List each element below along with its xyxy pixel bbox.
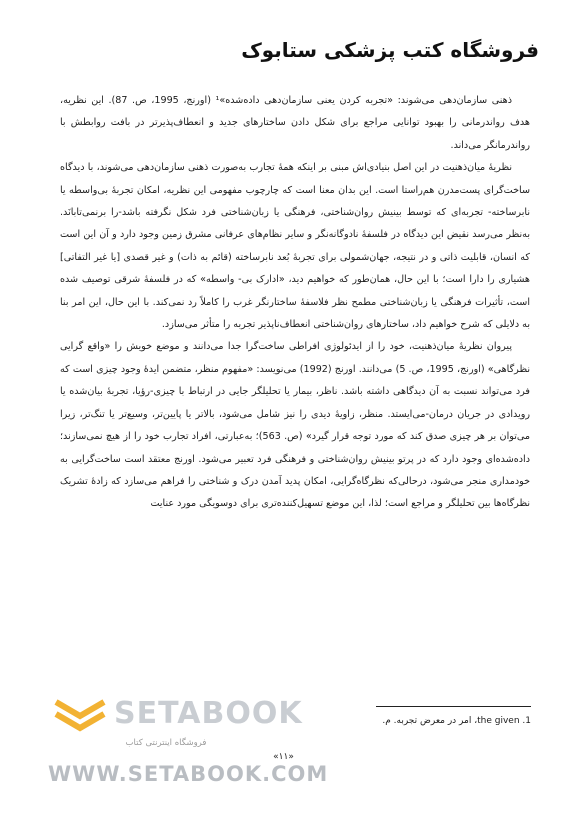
footnote-divider xyxy=(376,706,531,707)
page-number: «۱۱» xyxy=(273,752,294,762)
paragraph: نظریهٔ میان‌ذهنیت در این اصل بنیادی‌اش مبنی بر اینکه همهٔ تجارب به‌صورت ذهنی سازمان‌دهی می‌شوند، با دیدگاه ساخت‌گرای پست‌مدرن هم‌راستا است. این بدان معنا است که چارچوب مفهومی این نظریه، امکان تجربهٔ بی‌واسطه یا نابرساخته- تجربه‌ای که توسط بینیش روان‌شناختی، فرهنگی یا زبان‌شناختی فرد شکل نگرفته باشد-را برنمی‌تابانَد. به‌نظر می‌رسد نقیض این دیدگاه در فلسفهٔ نادوگانه‌نگر و سایر نظام‌های عرفانی مشرق زمین وجود دارد و آن این است که انسان، قابلیت ذاتی و در نتیجه، جهان‌شمولی برای تجربهٔ بُعد نابرساخته (قائم به ذات) و غیر قصدی [یا غیر التفاتی] هشیاری را دارا است؛ با این حال، همان‌طور که خواهیم دید، «ادارک بی- واسطه» که در فلسفهٔ شرقی توصیف شده است، تأثیرات فرهنگی یا زبان‌شناختی مطمح نظر فلاسفهٔ ساختارنگر غرب را کاملاً رد نمی‌کند. با این حال، این امر بنا به دلایلی که شرح خواهیم داد، ساختارهای روان‌شناختی انعطاف‌ناپذیر تجربه را متأثر می‌سازد. xyxy=(60,162,530,331)
logo-tagline: فروشگاه اینترنتی کتاب xyxy=(125,738,207,748)
logo-wordmark: SETABOOK xyxy=(114,696,303,731)
footnote: 1. the given، امر در معرض تجربه. م. xyxy=(382,716,531,726)
website-url: WWW.SETABOOK.COM xyxy=(48,762,329,786)
page-header-title: فروشگاه کتب پزشکی ستابوک xyxy=(241,38,539,62)
body-text xyxy=(60,90,530,516)
book-stack-icon xyxy=(50,692,110,736)
paragraph: پیروان نظریهٔ میان‌ذهنیت، خود را از ایدئولوژی افراطی ساخت‌گرا جدا می‌دانند و موضع خویش را «واقع گرایی نظرگاهی» (اورنج، 1995، ص. 5) می‌دانند. اورنج (1992) می‌نویسد: «مفهوم منظر، متضمن ایدهٔ وجود چیزی است که فرد می‌تواند نسبت به آن دیدگاهی داشته باشد. ناظر، بیمار یا تحلیلگر جایی در ارتباط با چیزی-رؤیا، تجربهٔ بیان‌شده یا رویدادی در جریان درمان-می‌ایستد. منظر، زاویهٔ دیدی را نیز شامل می‌شود، بالاتر یا پایین‌تر، وسیع‌تر یا تنگ‌تر، زیرا می‌توان بر هر چیزی صدق کند که مورد توجه قرار گیرد» (ص. 563)؛ به‌عبارتی، افراد تجارب خود را از هیچ نمی‌سازند؛ داده‌شده‌ای وجود دارد که در پرتو بینیش روان‌شناختی و فرهنگی فرد تعبیر می‌شود. اورنج معتقد است ساخت‌گرایی به خودمداری منجر می‌شود، درحالی‌که نظرگاه‌گرایی، امکان پدید آمدن درک و شناختی را فراهم می‌سازد که زادهٔ تشریک نظرگاه‌ها بین تحلیلگر و مراجع است؛ لذا، این موضع تسهیل‌کننده‌تری برای دوسویگی مورد عنایت xyxy=(60,341,531,510)
paragraph: ذهنی سازمان‌دهی می‌شوند: «تجربه کردن یعنی سازمان‌دهی داده‌شده»¹ (اورنج، 1995، ص. 87). این نظریه، هدف رواندرمانی را بهبود توانایی مراجع برای شکل دادن ساختارهای جدید و انعطاف‌پذیرتر در بافت روابطش با رواندرمانگر می‌داند. xyxy=(60,95,530,151)
